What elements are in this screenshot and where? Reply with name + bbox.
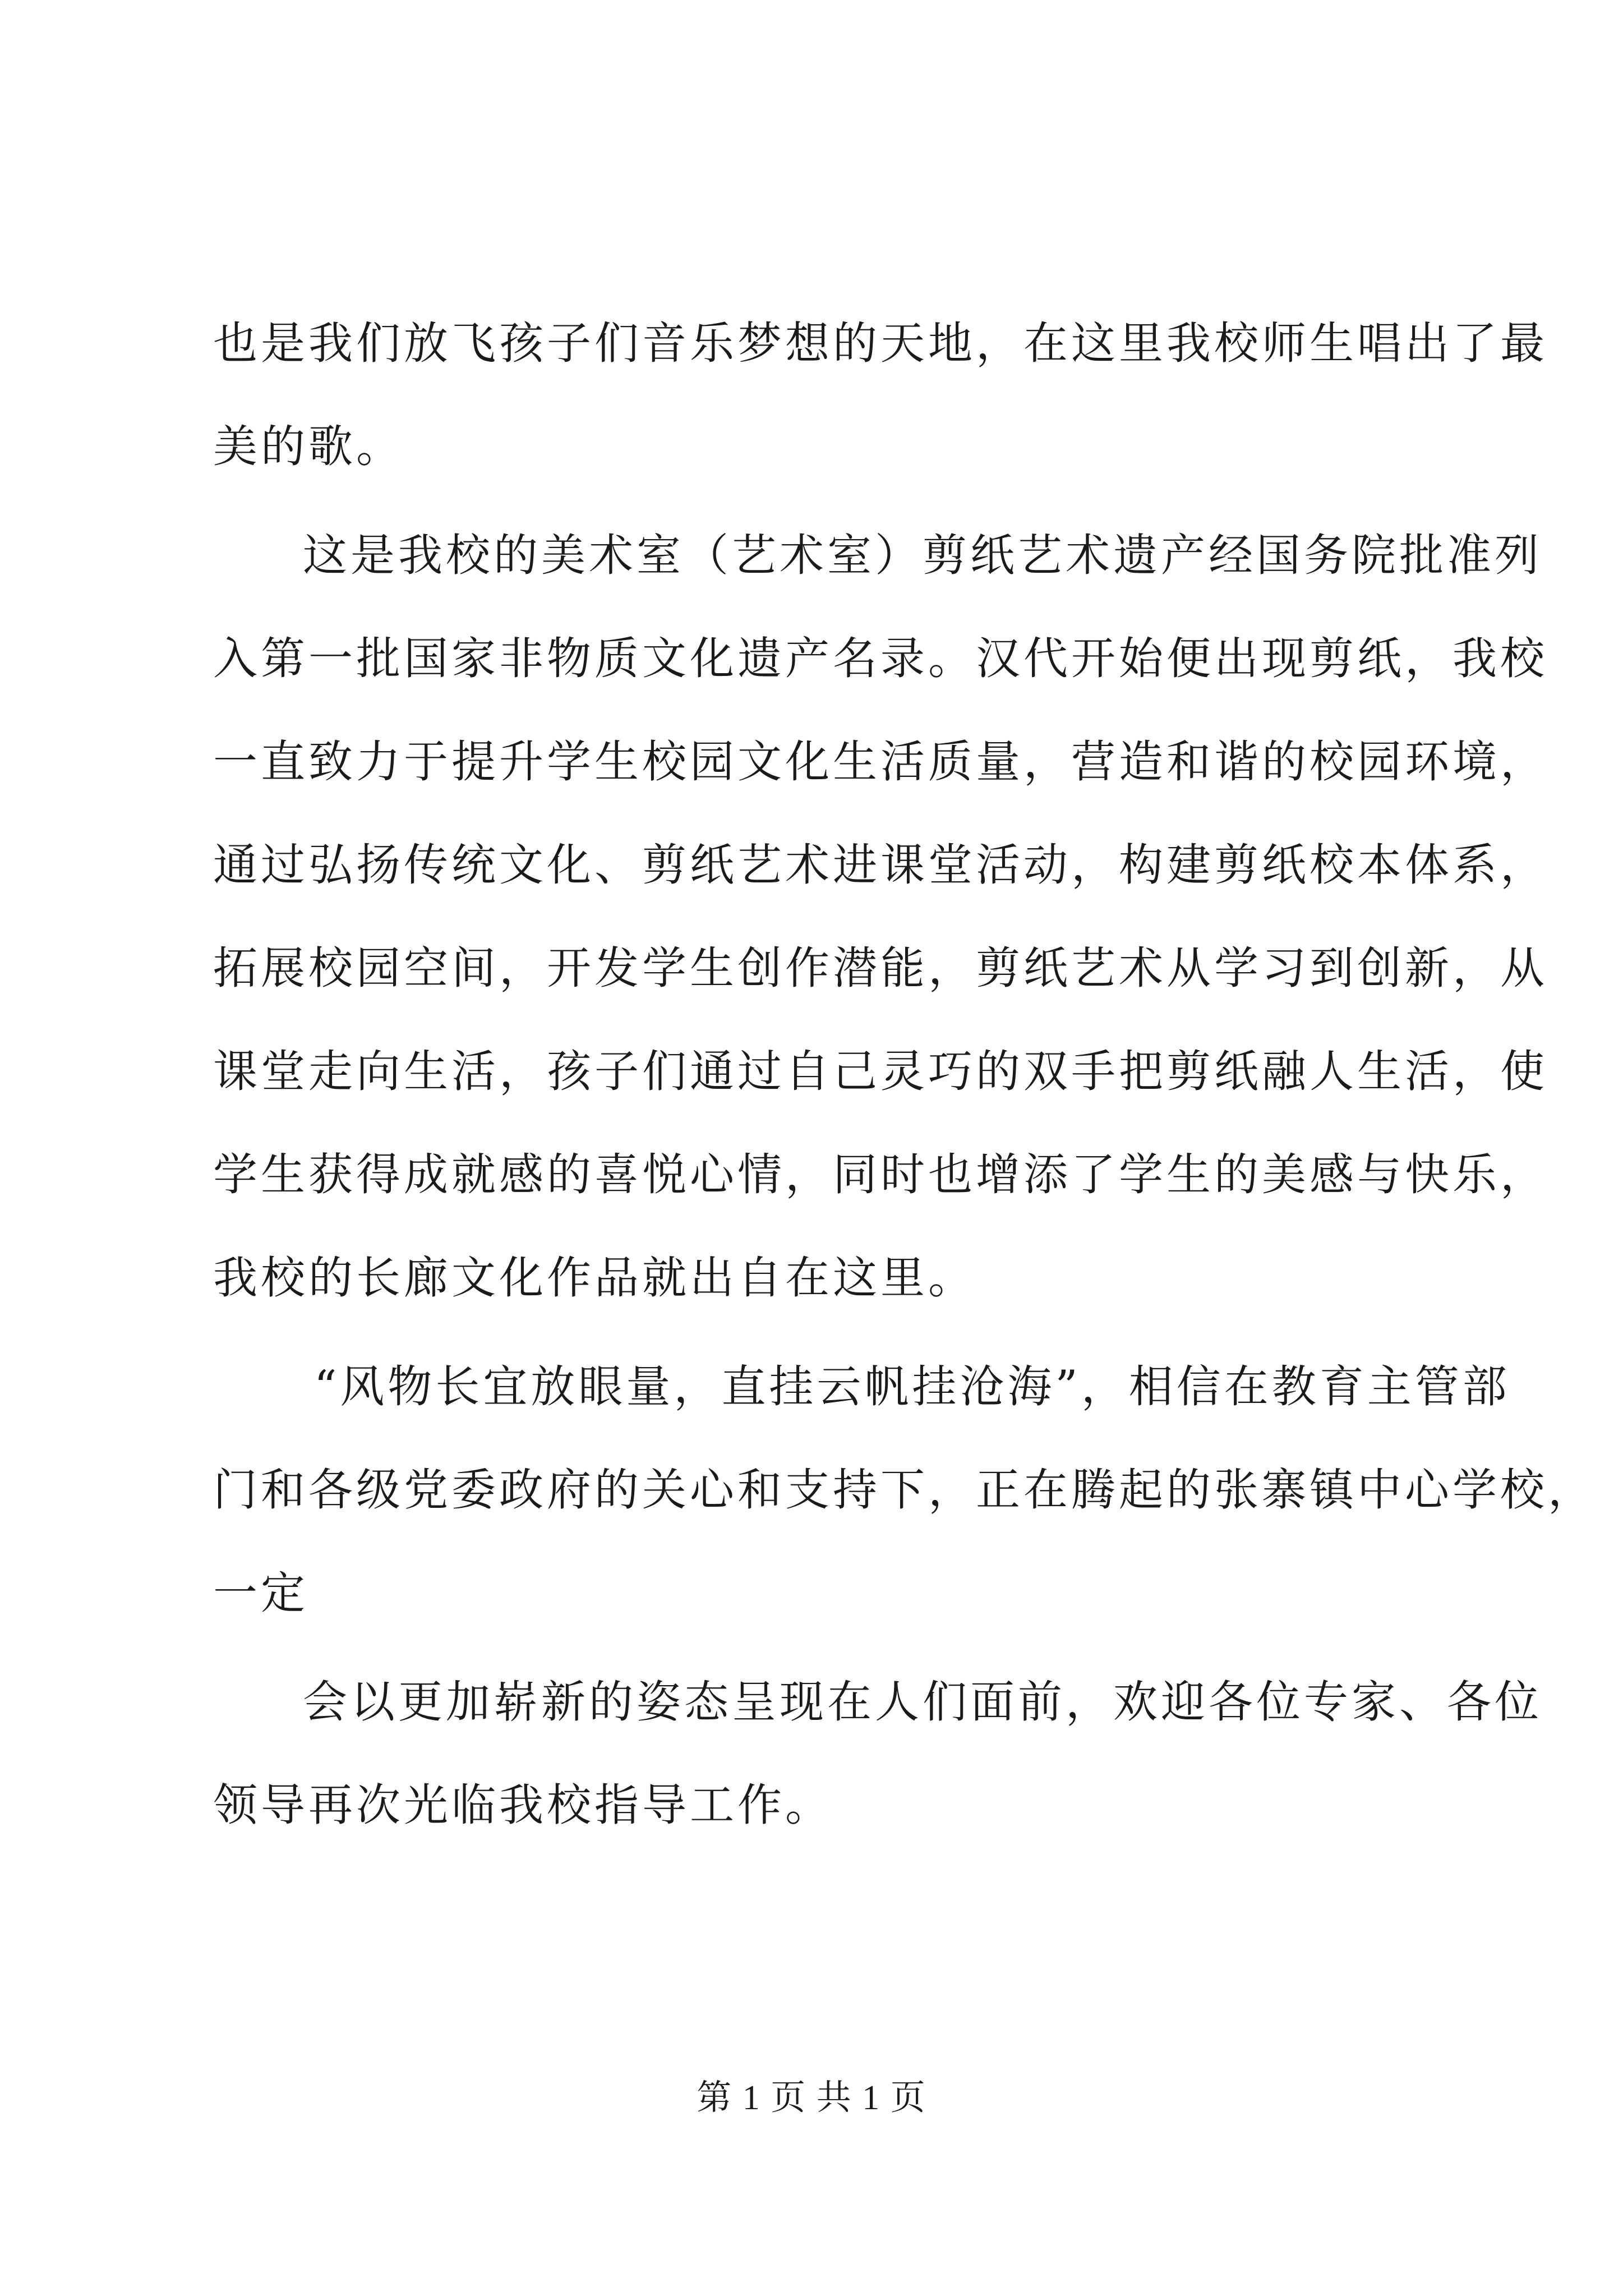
text-line: 我校的长廊文化作品就出自在这里。	[213, 1252, 976, 1304]
text-line: 学生获得成就感的喜悦心情，同时也增添了学生的美感与快乐，	[213, 1149, 1548, 1200]
document-body	[213, 292, 1596, 1857]
text-line: 入第一批国家非物质文化遗产名录。汉代开始便出现剪纸，我校	[213, 633, 1548, 684]
paragraph-2	[213, 504, 1548, 1329]
paragraph-1	[213, 292, 1548, 498]
text-line: 通过弘扬传统文化、剪纸艺术进课堂活动，构建剪纸校本体系，	[213, 839, 1548, 891]
text-line: 拓展校园空间，开发学生创作潜能，剪纸艺术从学习到创新，从	[213, 942, 1548, 994]
text-line: 一直致力于提升学生校园文化生活质量，营造和谐的校园环境，	[213, 736, 1548, 788]
paragraph-3	[213, 1335, 1596, 1645]
text-line: 门和各级党委政府的关心和支持下，正在腾起的张寨镇中心学校，	[213, 1464, 1596, 1516]
page-number-footer: 第 1 页 共 1 页	[697, 2079, 926, 2117]
paragraph-4	[213, 1650, 1542, 1857]
text-line: 领导再次光临我校指导工作。	[213, 1779, 833, 1831]
text-line: 会以更加崭新的姿态呈现在人们面前，欢迎各位专家、各位	[303, 1676, 1542, 1728]
text-line: 一定	[213, 1567, 308, 1619]
text-line: 美的歌。	[213, 421, 404, 472]
text-line: 也是我们放飞孩子们音乐梦想的天地，在这里我校师生唱出了最	[213, 318, 1548, 369]
text-line: 课堂走向生活，孩子们通过自己灵巧的双手把剪纸融人生活，使	[213, 1046, 1548, 1097]
text-line: 这是我校的美术室（艺术室）剪纸艺术遗产经国务院批准列	[303, 530, 1542, 581]
text-line: “风物长宜放眼量，直挂云帆挂沧海”，相信在教育主管部	[314, 1361, 1510, 1412]
